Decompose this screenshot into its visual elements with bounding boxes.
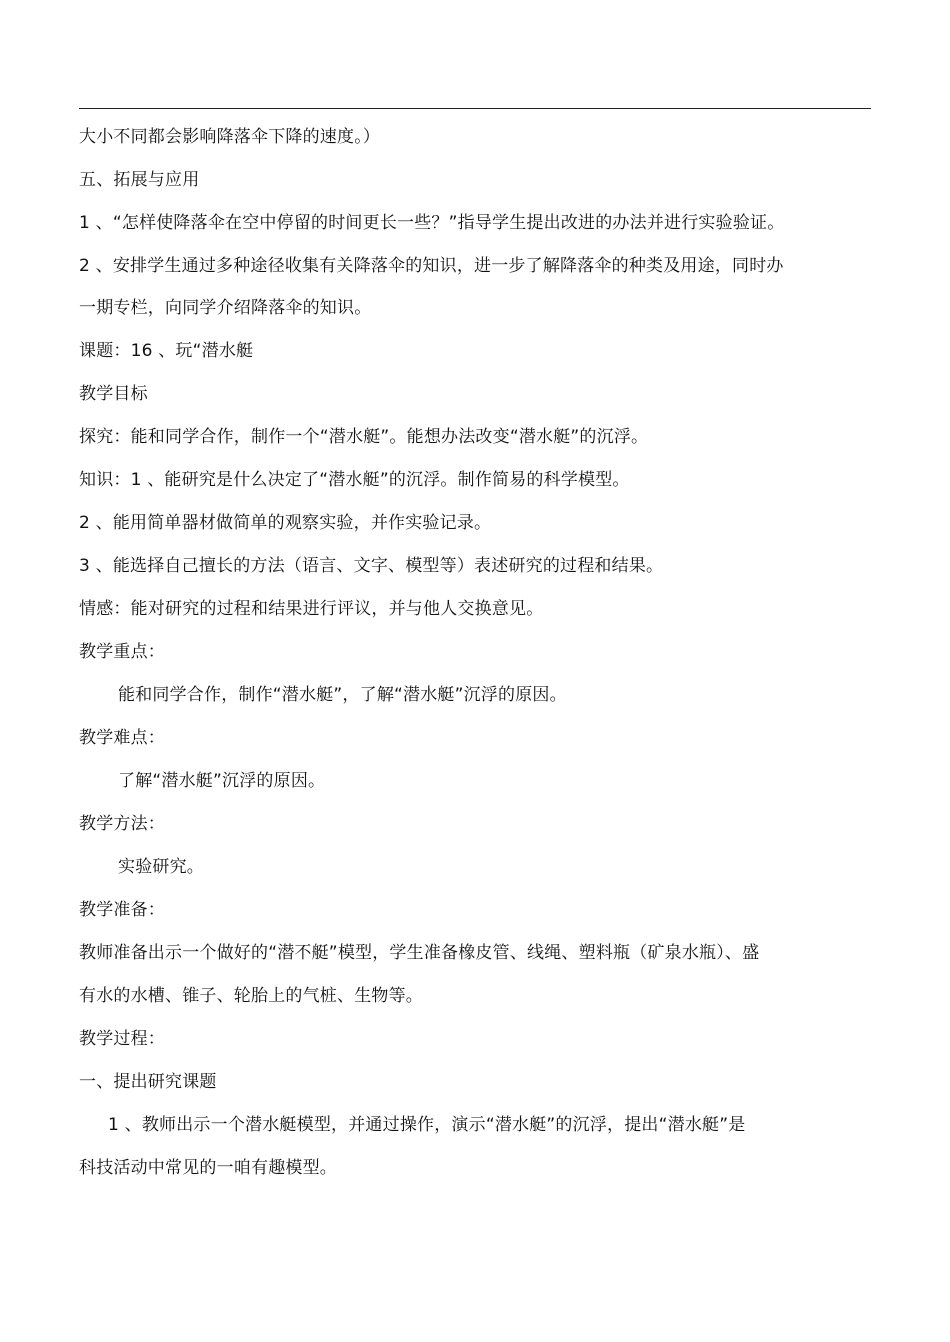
text-line-10: 2 、能用简单器材做简单的观察实验，并作实验记录。 xyxy=(79,513,492,533)
text-line-11: 3 、能选择自己擅长的方法（语言、文字、模型等）表述研究的过程和结果。 xyxy=(79,556,664,576)
section-heading-extension: 五、拓展与应用 xyxy=(79,170,200,190)
header-rule xyxy=(79,108,871,109)
text-line-14: 能和同学合作，制作“潜水艇”，了解“潜水艇”沉浮的原因。 xyxy=(118,685,567,705)
text-line-12: 情感：能对研究的过程和结果进行评议，并与他人交换意见。 xyxy=(79,599,544,619)
text-line-20: 教师准备出示一个做好的“潜不艇”模型，学生准备橡皮管、线绳、塑料瓶（矿泉水瓶）、盛 xyxy=(79,943,760,963)
heading-key-points: 教学重点： xyxy=(79,642,165,662)
text-line-24: 1 、教师出示一个潜水艇模型，并通过操作，演示“潜水艇”的沉浮，提出“潜水艇”是 xyxy=(108,1115,746,1135)
heading-preparation: 教学准备： xyxy=(79,900,165,920)
text-line-8: 探究：能和同学合作，制作一个“潜水艇”。能想办法改变“潜水艇”的沉浮。 xyxy=(79,427,649,447)
heading-teaching-goals: 教学目标 xyxy=(79,384,148,404)
heading-methods: 教学方法： xyxy=(79,814,165,834)
text-line-18: 实验研究。 xyxy=(118,857,204,877)
heading-propose-topic: 一、提出研究课题 xyxy=(79,1072,217,1092)
heading-difficulties: 教学难点： xyxy=(79,728,165,748)
text-line-3: 1 、“怎样使降落伞在空中停留的时间更长一些？”指导学生提出改进的办法并进行实验验证。 xyxy=(79,213,785,233)
text-line-4: 2 、安排学生通过多种途径收集有关降落伞的知识，进一步了解降落伞的种类及用途，同时办 xyxy=(79,256,784,276)
text-line-9: 知识：1 、能研究是什么决定了“潜水艇”的沉浮。制作简易的科学模型。 xyxy=(79,470,630,490)
text-line-21: 有水的水槽、锥子、轮胎上的气桩、生物等。 xyxy=(79,986,423,1006)
lesson-title: 课题：16 、玩“潜水艇 xyxy=(79,341,254,361)
heading-process: 教学过程： xyxy=(79,1029,165,1049)
text-line-5: 一期专栏，向同学介绍降落伞的知识。 xyxy=(79,298,372,318)
text-line-25: 科技活动中常见的一咱有趣模型。 xyxy=(79,1158,337,1178)
text-line-16: 了解“潜水艇”沉浮的原因。 xyxy=(118,771,326,791)
text-line-1: 大小不同都会影响降落伞下降的速度。） xyxy=(79,127,381,147)
